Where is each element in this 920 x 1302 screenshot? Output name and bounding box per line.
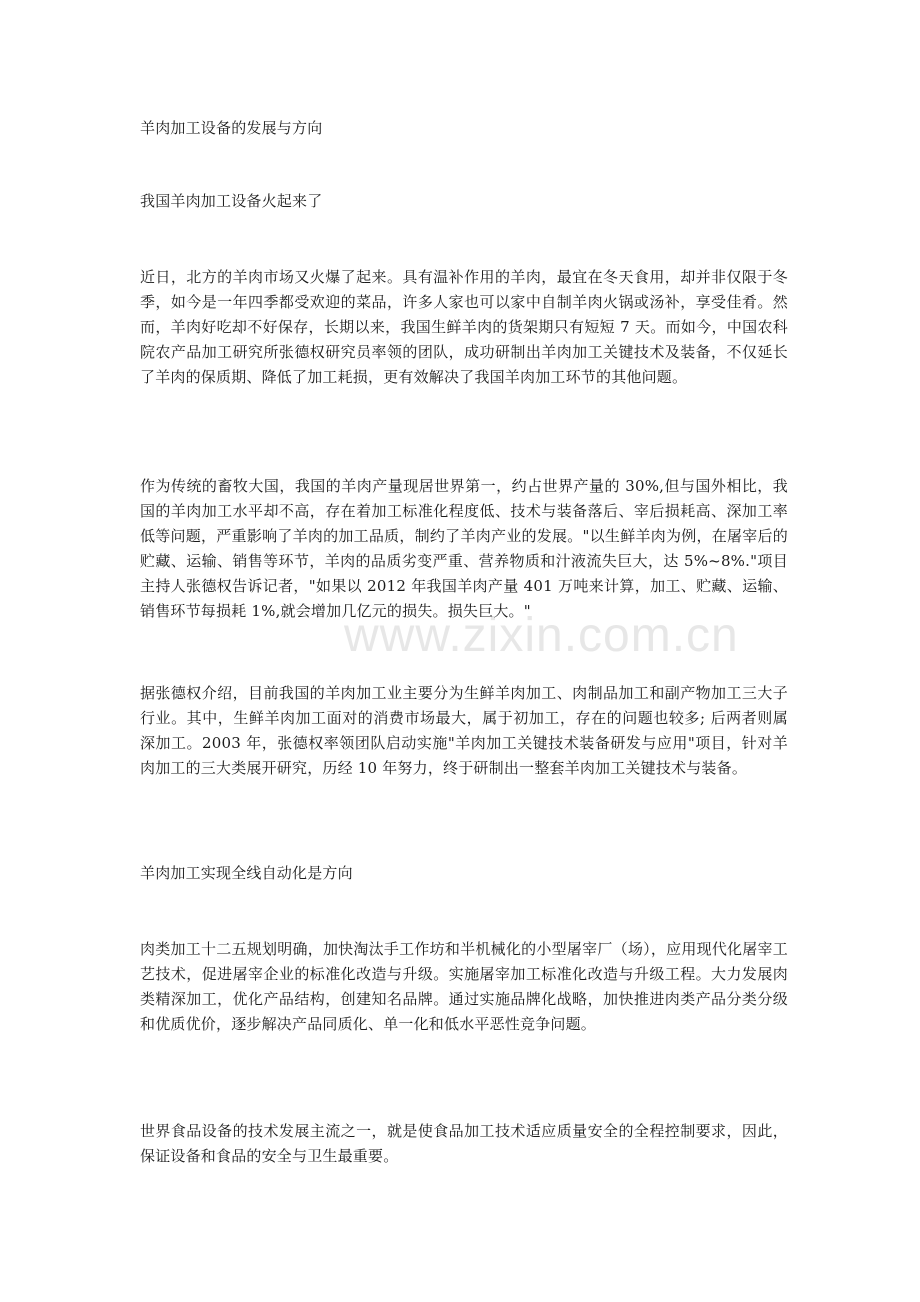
paragraph-2: 作为传统的畜牧大国，我国的羊肉产量现居世界第一，约占世界产量的 30%,但与国外相比，我国的羊肉加工水平却不高，存在着加工标准化程度低、技术与装备落后、宰后损耗高、深加工率低等问题，严重影响了羊肉的加工品质，制约了羊肉产业的发展。"以生鲜羊肉为例，在屠宰后的贮藏、运输、销售等环节，羊肉的品质劣变严重、营养物质和汁液流失巨大，达 5%~8%."项目主持人张德权告诉记者，"如果以 2012 年我国羊肉产量 401 万吨来计算，加工、贮藏、运输、销售环节每损耗 1%,就会增加几亿元的损失。损失巨大。" [140, 477, 788, 620]
section-heading-1: 我国羊肉加工设备火起来了 [140, 192, 323, 210]
paragraph-5: 世界食品设备的技术发展主流之一，就是使食品加工技术适应质量安全的全程控制要求，因此，保证设备和食品的安全与卫生最重要。 [140, 1122, 788, 1165]
paragraph-1: 近日，北方的羊肉市场又火爆了起来。具有温补作用的羊肉，最宜在冬天食用，却并非仅限于冬季，如今是一年四季都受欢迎的菜品，许多人家也可以家中自制羊肉火锅或汤补，享受佳肴。然而，羊肉好吃却不好保存，长期以来，我国生鲜羊肉的货架期只有短短 7 天。而如今，中国农科院农产品加工研究所张德权研究员率领的团队，成功研制出羊肉加工关键技术及装备，不仅延长了羊肉的保质期、降低了加工耗损，更有效解决了我国羊肉加工环节的其他问题。 [140, 268, 788, 386]
section-heading-2: 羊肉加工实现全线自动化是方向 [140, 864, 353, 882]
paragraph-4: 肉类加工十二五规划明确，加快淘汰手工作坊和半机械化的小型屠宰厂（场），应用现代化屠宰工艺技术，促进屠宰企业的标准化改造与升级。实施屠宰加工标准化改造与升级工程。大力发展肉类精深加工，优化产品结构，创建知名品牌。通过实施品牌化战略，加快推进肉类产品分类分级和优质优价，逐步解决产品同质化、单一化和低水平恶性竞争问题。 [140, 940, 788, 1033]
watermark-text: www.zixin.com.cn [344, 609, 739, 662]
document-title: 羊肉加工设备的发展与方向 [140, 119, 323, 137]
paragraph-3: 据张德权介绍，目前我国的羊肉加工业主要分为生鲜羊肉加工、肉制品加工和副产物加工三大子行业。其中，生鲜羊肉加工面对的消费市场最大，属于初加工，存在的问题也较多; 后两者则属深加工。2003 年，张德权率领团队启动实施"羊肉加工关键技术装备研发与应用"项目，针对羊肉加工的三大类展开研究，历经 10 年努力，终于研制出一整套羊肉加工关键技术与装备。 [140, 684, 788, 777]
